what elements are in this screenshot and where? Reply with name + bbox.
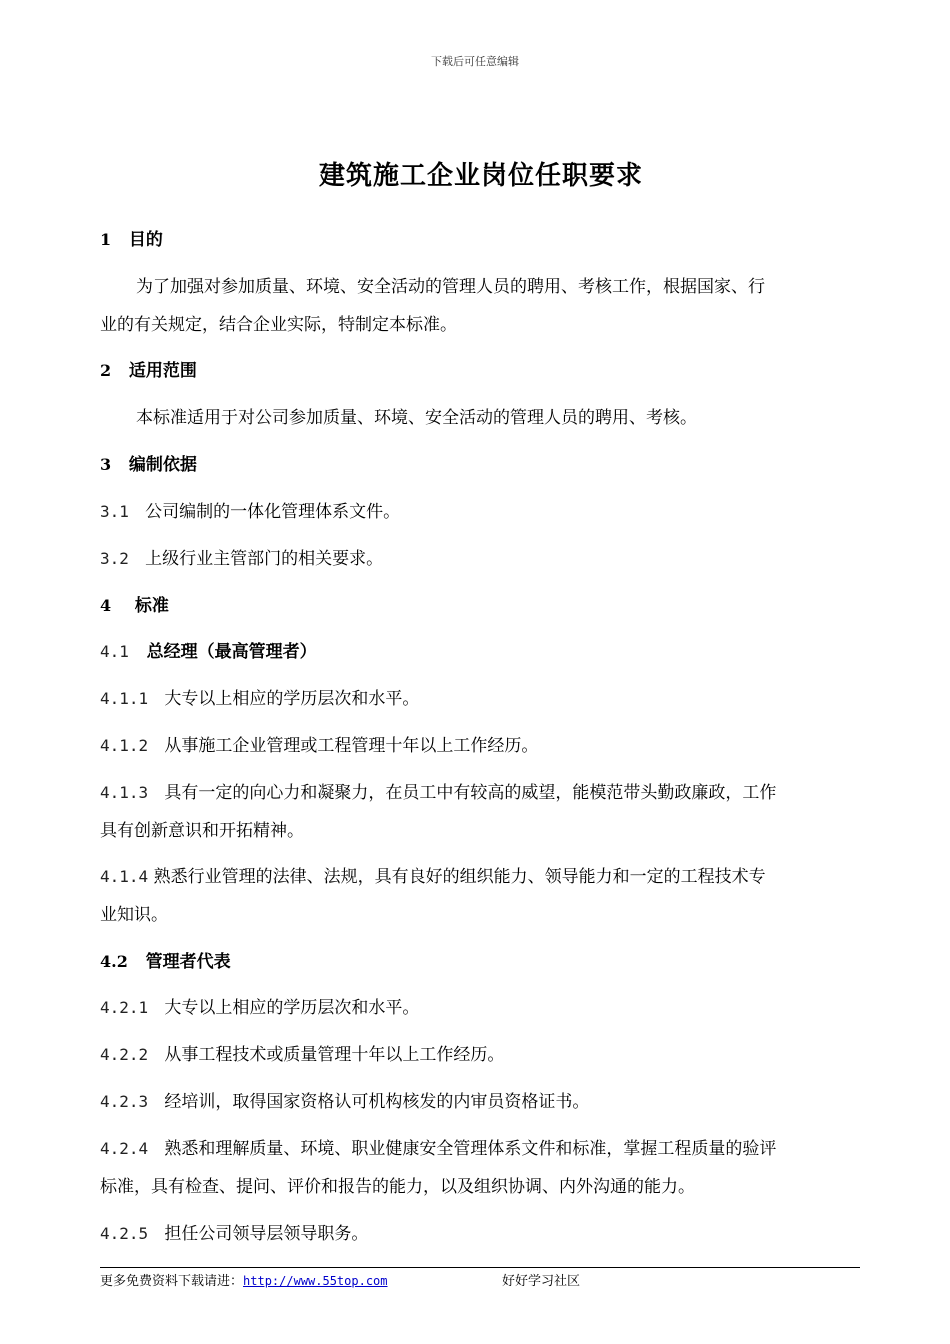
section-1-heading: [100, 230, 860, 250]
list-item-4-1-3: [100, 783, 860, 803]
subsection-4-1-heading: [100, 642, 860, 662]
subsection-title: 管理者代表: [145, 952, 231, 972]
list-item-4-2-1: [100, 998, 860, 1018]
section-number: 3: [100, 455, 112, 474]
section-title: 编制依据: [128, 455, 197, 475]
list-item-4-1-4-continuation: 业知识。: [100, 905, 168, 925]
item-number: 4.2.2: [100, 1045, 149, 1064]
section-title: 适用范围: [128, 361, 197, 381]
item-text: 担任公司领导层领导职务。: [164, 1224, 369, 1244]
list-item-4-1-1: [100, 689, 860, 709]
item-text: 公司编制的一体化管理体系文件。: [145, 502, 401, 522]
section-title: 标准: [134, 596, 169, 616]
item-number: 3.1: [100, 502, 129, 521]
item-text: 从事施工企业管理或工程管理十年以上工作经历。: [164, 736, 539, 756]
item-text: 大专以上相应的学历层次和水平。: [164, 689, 420, 709]
list-item-4-2-5: [100, 1224, 860, 1244]
item-number: 4.1.3: [100, 783, 149, 802]
item-text: 具有一定的向心力和凝聚力，在员工中有较高的威望，能模范带头勤政廉政，工作: [164, 783, 777, 803]
section-title: 目的: [128, 230, 163, 250]
item-number: 4.1.1: [100, 689, 149, 708]
item-text: 从事工程技术或质量管理十年以上工作经历。: [164, 1045, 505, 1065]
item-number: 4.2.5: [100, 1224, 149, 1243]
subsection-number: 4.2: [100, 952, 128, 971]
list-item-4-2-2: [100, 1045, 860, 1065]
section-1-paragraph-line-1: 为了加强对参加质量、环境、安全活动的管理人员的聘用、考核工作，根据国家、行: [136, 277, 765, 297]
section-2-heading: [100, 361, 860, 381]
subsection-number: 4.1: [100, 642, 129, 661]
item-text: 经培训，取得国家资格认可机构核发的内审员资格证书。: [164, 1092, 590, 1112]
item-text: 上级行业主管部门的相关要求。: [145, 549, 384, 569]
list-item-3-1: [100, 502, 860, 522]
item-number: 4.2.3: [100, 1092, 149, 1111]
list-item-4-1-3-continuation: 具有创新意识和开拓精神。: [100, 821, 304, 841]
list-item-4-2-3: [100, 1092, 860, 1112]
item-number: 4.1.2: [100, 736, 149, 755]
list-item-3-2: [100, 549, 860, 569]
subsection-4-2-heading: [100, 952, 860, 972]
subsection-title: 总经理（最高管理者）: [146, 642, 317, 662]
footer-prefix: 更多免费资料下载请进：: [100, 1274, 244, 1289]
section-4-heading: [100, 596, 860, 616]
item-text: 熟悉和理解质量、环境、职业健康安全管理体系文件和标准，掌握工程质量的验评: [164, 1139, 777, 1159]
item-number: 4.1.4: [100, 867, 149, 886]
section-number: 2: [100, 361, 112, 380]
document-title: 建筑施工企业岗位任职要求: [318, 161, 643, 191]
item-number: 4.2.1: [100, 998, 149, 1017]
page-header-note: 下载后可任意编辑: [431, 55, 519, 68]
section-2-paragraph: 本标准适用于对公司参加质量、环境、安全活动的管理人员的聘用、考核。: [136, 408, 697, 428]
section-3-heading: [100, 455, 860, 475]
item-number: 3.2: [100, 549, 129, 568]
section-number: 4: [100, 596, 112, 615]
item-number: 4.2.4: [100, 1139, 149, 1158]
footer-website-link[interactable]: http://www.55top.com: [243, 1274, 388, 1288]
item-text: 大专以上相应的学历层次和水平。: [164, 998, 420, 1018]
list-item-4-2-4: [100, 1139, 860, 1159]
section-number: 1: [100, 230, 112, 249]
footer-download-note: [100, 1270, 388, 1289]
section-1-paragraph-line-2: 业的有关规定，结合企业实际，特制定本标准。: [100, 315, 457, 335]
footer-community-name: 好好学习社区: [502, 1274, 581, 1289]
item-text: 熟悉行业管理的法律、法规，具有良好的组织能力、领导能力和一定的工程技术专: [153, 867, 766, 887]
list-item-4-1-2: [100, 736, 860, 756]
list-item-4-1-4: [100, 867, 860, 887]
footer-divider: [100, 1267, 860, 1268]
list-item-4-2-4-continuation: 标准，具有检查、提问、评价和报告的能力，以及组织协调、内外沟通的能力。: [100, 1177, 695, 1197]
